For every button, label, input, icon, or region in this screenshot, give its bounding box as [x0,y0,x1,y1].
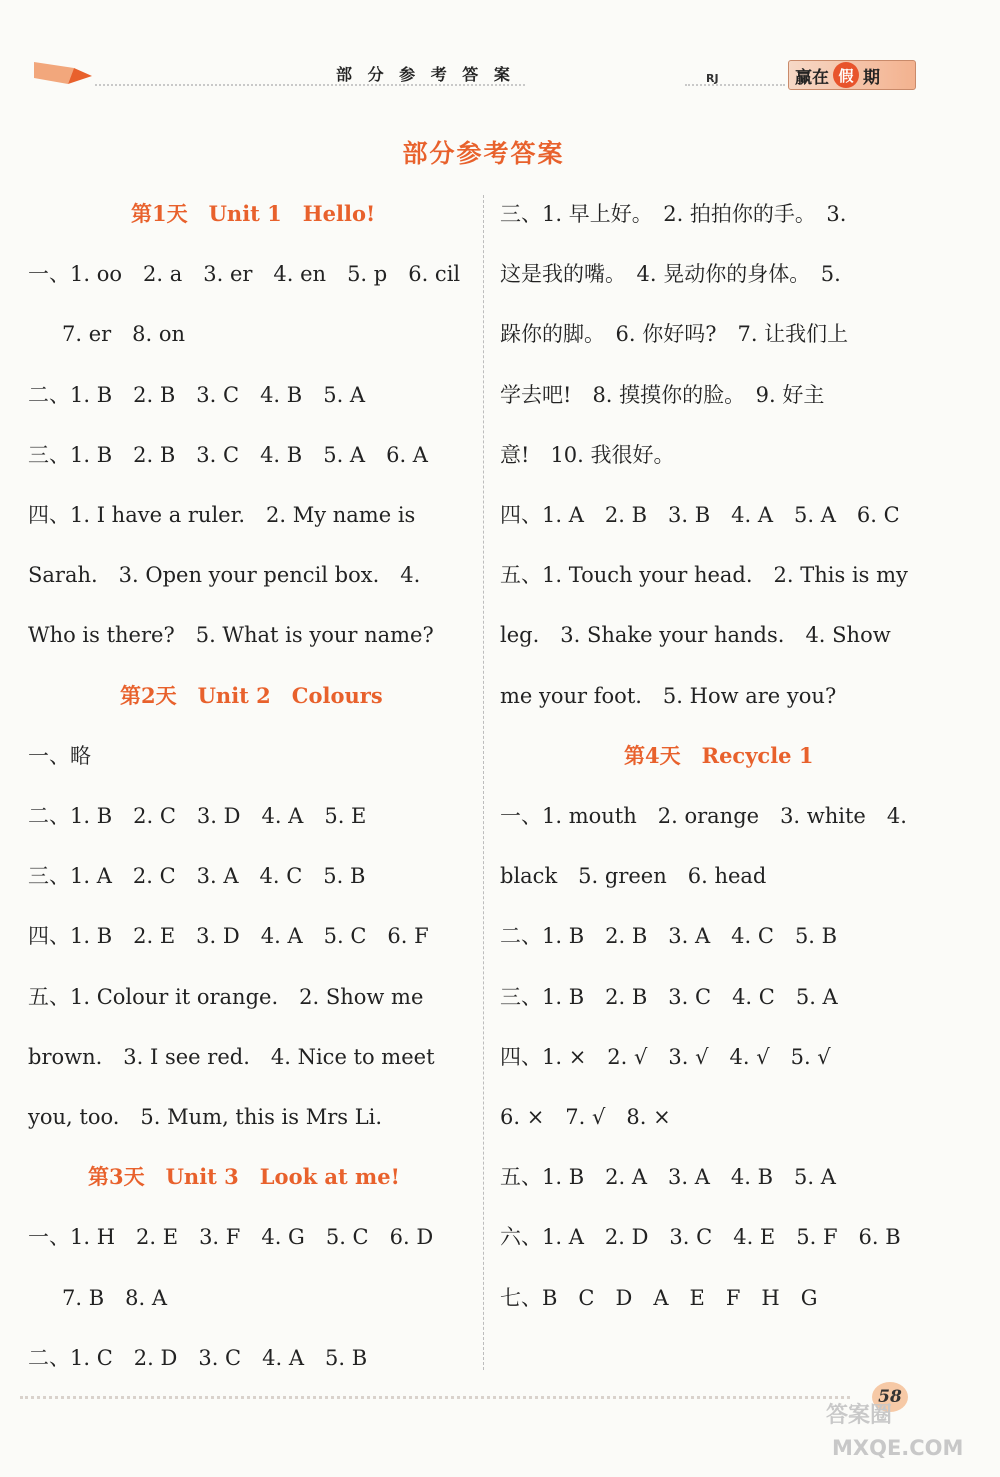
answer-line: 五、1. Touch your head. 2. This is my [500,563,908,588]
answer-line: 二、1. C 2. D 3. C 4. A 5. B [28,1345,368,1370]
answer-line: Who is there? 5. What is your name? [28,623,434,648]
answer-line: brown. 3. I see red. 4. Nice to meet [28,1044,435,1069]
section-heading: 第3天 Unit 3 Look at me! [88,1164,400,1190]
answer-line: 四、1. × 2. √ 3. √ 4. √ 5. √ [500,1044,831,1069]
page-title: 部分参考答案 [402,139,565,168]
watermark-url: MXQE.COM [832,1436,964,1460]
answer-line: me your foot. 5. How are you? [500,683,837,708]
section-heading: 第2天 Unit 2 Colours [120,682,383,708]
brand-circle: 假 [833,62,859,88]
answer-line: 一、略 [28,743,91,768]
answer-line: Sarah. 3. Open your pencil box. 4. [28,563,421,588]
page-number: 58 [872,1382,908,1412]
answer-line: 二、1. B 2. C 3. D 4. A 5. E [28,804,367,828]
answer-line: 五、1. Colour it orange. 2. Show me [28,984,424,1009]
answer-line: 四、1. A 2. B 3. B 4. A 5. A 6. C [500,503,900,527]
header-title: 部 分 参 考 答 案 [336,65,515,84]
page-header [0,0,1000,110]
brand-logo [788,60,916,90]
footer-dotted-rule [20,1396,850,1399]
answer-line: 意! 10. 我很好。 [500,442,675,467]
brand-left-text: 赢在 [795,67,829,88]
brand-right-text: 期 [863,67,880,88]
answer-line: 四、1. I have a ruler. 2. My name is [28,503,416,527]
watermark-logo: 答案圈 [826,1403,893,1428]
answer-line: 三、1. B 2. B 3. C 4. C 5. A [500,984,838,1009]
answer-line: 6. × 7. √ 8. × [500,1105,671,1129]
answer-line: 三、1. 早上好。 2. 拍拍你的手。 3. [500,202,847,226]
answer-line: you, too. 5. Mum, this is Mrs Li. [28,1105,383,1129]
pencil-decoration-icon [34,58,94,88]
answer-line: black 5. green 6. head [500,864,767,889]
answer-line: 三、1. A 2. C 3. A 4. C 5. B [28,864,366,889]
answer-line: 跺你的脚。 6. 你好吗? 7. 让我们上 [500,322,849,347]
edition-label: RJ [706,72,719,85]
answer-line: 7. B 8. A [62,1285,168,1310]
answer-line: 五、1. B 2. A 3. A 4. B 5. A [500,1165,836,1190]
answer-line: 二、1. B 2. B 3. A 4. C 5. B [500,924,838,949]
answer-line: 一、1. oo 2. a 3. er 4. en 5. p 6. cil [28,262,461,287]
answer-line: 这是我的嘴。 4. 晃动你的身体。 5. [500,262,841,287]
answer-line: 七、B C D A E F H G [500,1285,818,1310]
answer-line: 学去吧! 8. 摸摸你的脸。 9. 好主 [500,382,825,407]
answer-line: 三、1. B 2. B 3. C 4. B 5. A 6. A [28,442,428,467]
answer-line: leg. 3. Shake your hands. 4. Show [500,623,891,648]
answer-line: 7. er 8. on [62,322,186,347]
header-dotted-rule-right [685,84,785,86]
answer-line: 二、1. B 2. B 3. C 4. B 5. A [28,382,366,407]
column-divider [483,195,484,1370]
answer-line: 一、1. mouth 2. orange 3. white 4. [500,804,907,828]
answer-line: 六、1. A 2. D 3. C 4. E 5. F 6. B [500,1225,901,1250]
section-heading: 第4天 Recycle 1 [624,742,814,768]
answer-line: 一、1. H 2. E 3. F 4. G 5. C 6. D [28,1225,434,1250]
section-heading: 第1天 Unit 1 Hello! [131,201,376,226]
answer-line: 四、1. B 2. E 3. D 4. A 5. C 6. F [28,924,429,949]
